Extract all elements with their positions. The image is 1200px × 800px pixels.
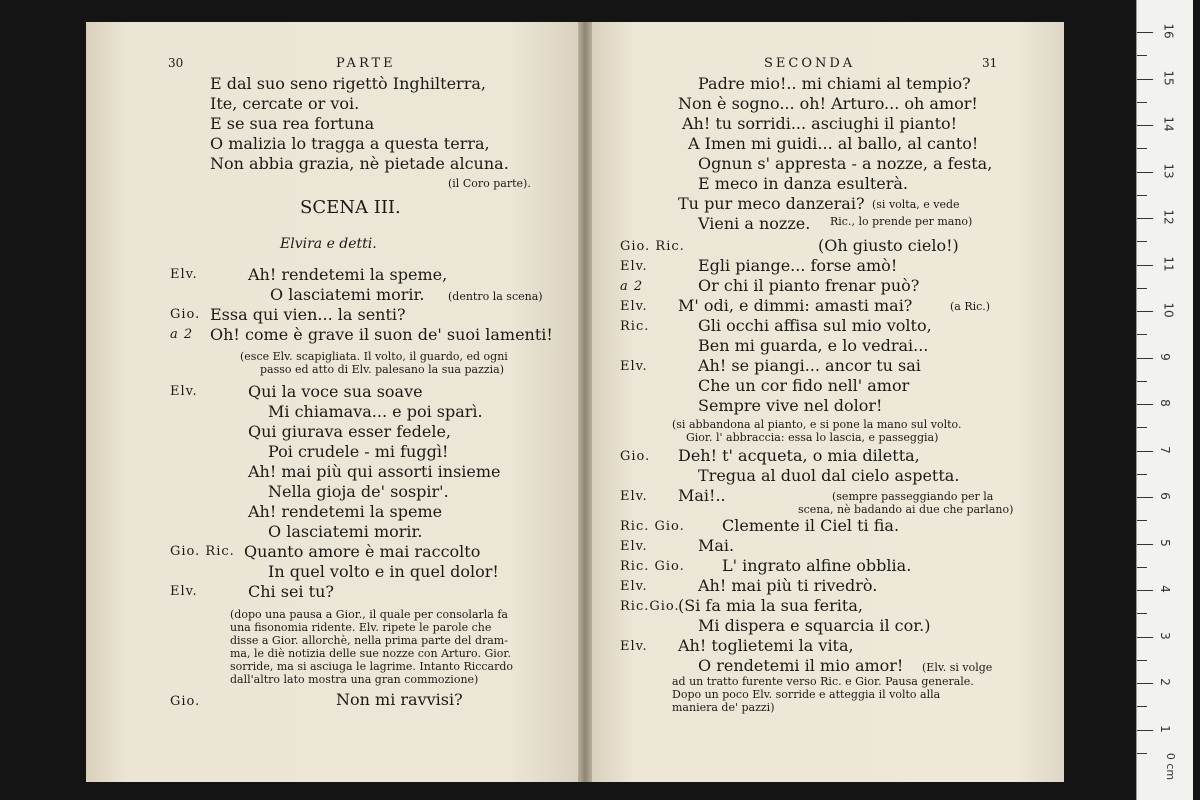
ruler-tick [1137,706,1147,707]
verse-line: E meco in danza esulterà. [698,174,909,193]
ruler-tick [1137,334,1147,335]
ruler-number: 15 [1161,69,1176,86]
ruler-number: 12 [1161,209,1176,225]
ruler-tick [1137,265,1153,266]
verse-line: Essa qui vien... la senti? [210,305,406,324]
speaker: Gio. [620,449,651,464]
stage-direction: (si abbandona al pianto, e si pone la mano sul volto. [672,418,962,431]
verse-line: Chi sei tu? [248,582,334,601]
speaker: a 2 [620,279,644,294]
stage-direction: Dopo un poco Elv. sorride e atteggia il volto alla [672,688,941,701]
ruler-tick [1137,241,1147,242]
book-gutter [578,22,592,782]
verse-line: (Oh giusto cielo!) [818,236,959,255]
verse-line: Padre mio!.. mi chiami al tempio? [698,74,971,93]
stage-direction: sorride, ma si asciuga le lagrime. Intanto Riccardo [230,660,514,673]
verse-line: Ite, cercate or voi. [210,94,360,113]
verse-line: Ah! rendetemi la speme, [248,265,448,284]
speaker: Gio. [170,307,201,322]
ruler-tick [1137,590,1153,591]
stage-direction: una fisonomia ridente. Elv. ripete le parole che [230,621,492,634]
ruler-tick [1137,32,1153,33]
verse-line: Sempre vive nel dolor! [698,396,883,415]
speaker: Elv. [620,579,648,594]
speaker: Ric. Gio. [620,559,685,574]
ruler-number: 16 [1161,23,1176,39]
ruler-number: 11 [1161,255,1176,272]
stage-direction: ad un tratto furente verso Ric. e Gior. Pausa generale. [672,675,974,688]
stage-direction: (sempre passeggiando per la [832,490,994,503]
left-page [86,22,584,782]
verse-line: A Imen mi guidi... al ballo, al canto! [688,134,979,153]
speaker: Elv. [170,384,198,399]
verse-line: O malizia lo tragga a questa terra, [210,134,490,153]
verse-line: Non è sogno... oh! Arturo... oh amor! [678,94,978,113]
verse-line: Non mi ravvisi? [336,690,463,709]
verse-line: Che un cor fido nell' amor [698,376,910,395]
verse-line: Ah! toglietemi la vita, [678,636,854,655]
ruler-tick [1137,381,1147,382]
ruler-tick [1137,125,1153,126]
ruler-number: 10 [1161,302,1176,318]
ruler-tick [1137,660,1147,661]
stage-direction: (Elv. si volge [922,661,993,674]
ruler-tick [1137,520,1147,521]
stage-direction: (dentro la scena) [448,290,543,303]
verse-line: Mi chiamava... e poi sparì. [268,402,483,421]
ruler-number: 8 [1157,399,1172,407]
verse-line: Ah! rendetemi la speme [248,502,443,521]
verse-line: O lasciatemi morir. [270,285,425,304]
verse-line: Ah! mai più ti rivedrò. [698,576,878,595]
speaker: Ric. [620,319,650,334]
ruler-tick [1137,613,1147,614]
verse-line: In quel volto e in quel dolor! [268,562,499,581]
right-page [586,22,1064,782]
ruler-tick [1137,358,1153,359]
ruler-tick [1137,148,1147,149]
speaker: Elv. [620,539,648,554]
verse-line: M' odi, e dimmi: amasti mai? [678,296,913,315]
ruler-tick [1137,474,1147,475]
stage-direction: (dopo una pausa a Gior., il quale per consolarla fa [230,608,508,621]
ruler-tick [1137,79,1153,80]
verse-line: E dal suo seno rigettò Inghilterra, [210,74,486,93]
stage-direction: maniera de' pazzi) [672,701,775,714]
ruler-tick [1137,427,1147,428]
ruler-number: 4 [1157,585,1172,593]
speaker: Gio. Ric. [170,544,235,559]
stage-direction: (esce Elv. scapigliata. Il volto, il guardo, ed ogni [240,350,508,363]
ruler-number: 9 [1157,352,1172,361]
speaker: a 2 [170,327,194,342]
verse-line: Gli occhi affisa sul mio volto, [698,316,932,335]
stage-direction: dall'altro lato mostra una gran commozione) [230,673,479,686]
verse-line: Ah! tu sorridi... asciughi il pianto! [682,114,958,133]
page-number: 30 [168,56,184,70]
speaker: Gio. [170,694,201,709]
verse-line: Tregua al duol dal cielo aspetta. [698,466,960,485]
verse-line: Ben mi guarda, e lo vedrai... [698,336,929,355]
speaker: Elv. [620,639,648,654]
verse-line: Clemente il Ciel ti fia. [722,516,900,535]
ruler-tick [1137,683,1153,684]
scene-cast: Elvira e detti. [280,236,377,252]
stage-direction: (si volta, e vede [872,198,960,211]
verse-line: Ah! mai più qui assorti insieme [248,462,501,481]
verse-line: E se sua rea fortuna [210,114,375,133]
running-head: PARTE [336,56,396,71]
scene-title: SCENA III. [300,197,401,218]
verse-line: Non abbia grazia, nè pietade alcuna. [210,154,509,173]
running-head: SECONDA [764,56,856,71]
verse-line: Quanto amore è mai raccolto [244,542,481,561]
stage-direction: disse a Gior. allorchè, nella prima parte del dram- [230,634,508,647]
ruler-number: 5 [1157,538,1172,547]
speaker: Elv. [170,267,198,282]
speaker: Ric.Gio. [620,599,680,614]
stage-direction: passo ed atto di Elv. palesano la sua pazzia) [260,363,505,376]
measuring-ruler [1136,0,1193,800]
verse-line: Poi crudele - mi fuggì! [268,442,449,461]
stage-direction: Gior. l' abbraccia: essa lo lascia, e passeggia) [686,431,939,444]
verse-line: Nella gioja de' sospir'. [268,482,449,501]
verse-line: Tu pur meco danzerai? [678,194,865,213]
ruler-tick [1137,730,1153,731]
verse-line: Deh! t' acqueta, o mia diletta, [678,446,920,465]
stage-direction: scena, nè badando ai due che parlano) [798,503,1014,516]
verse-line: L' ingrato alfine obblia. [722,556,912,575]
verse-line: O rendetemi il mio amor! [698,656,904,675]
ruler-tick [1137,753,1147,754]
verse-line: Mai. [698,536,735,555]
ruler-tick [1137,195,1147,196]
speaker: Gio. Ric. [620,239,685,254]
ruler-unit: 0 cm [1164,752,1178,781]
speaker: Elv. [620,359,648,374]
verse-line: Mai!.. [678,486,726,505]
stage-direction: (a Ric.) [950,300,991,313]
ruler-tick [1137,172,1153,173]
ruler-number: 1 [1157,724,1172,733]
ruler-tick [1137,497,1153,498]
verse-line: Ognun s' appresta - a nozze, a festa, [698,154,993,173]
verse-line: Qui giurava esser fedele, [248,422,452,441]
ruler-number: 7 [1157,445,1172,454]
ruler-tick [1137,544,1153,545]
verse-line: Mi dispera e squarcia il cor.) [698,616,931,635]
stage-direction: ma, le diè notizia delle sue nozze con Arturo. Gior. [230,647,511,660]
verse-line: O lasciatemi morir. [268,522,423,541]
ruler-tick [1137,404,1153,405]
ruler-number: 13 [1161,162,1176,179]
page-number: 31 [982,56,998,70]
speaker: Elv. [170,584,198,599]
ruler-tick [1137,311,1153,312]
verse-line: (Si fa mia la sua ferita, [678,596,863,615]
ruler-number: 6 [1157,492,1172,500]
verse-line: Egli piange... forse amò! [698,256,898,275]
verse-line: Qui la voce sua soave [248,382,423,401]
stage-direction: (il Coro parte). [448,177,531,190]
verse-line: Oh! come è grave il suon de' suoi lamenti! [210,325,553,344]
ruler-tick [1137,567,1147,568]
ruler-tick [1137,451,1153,452]
verse-line: Ah! se piangi... ancor tu sai [698,356,921,375]
ruler-tick [1137,55,1147,56]
verse-line: Vieni a nozze. [698,214,811,233]
speaker: Elv. [620,489,648,504]
ruler-tick [1137,218,1153,219]
ruler-tick [1137,102,1147,103]
speaker: Elv. [620,299,648,314]
ruler-number: 2 [1157,678,1172,686]
ruler-number: 3 [1157,631,1172,640]
ruler-tick [1137,288,1147,289]
ruler-number: 14 [1161,116,1176,132]
speaker: Ric. Gio. [620,519,685,534]
ruler-tick [1137,637,1153,638]
speaker: Elv. [620,259,648,274]
verse-line: Or chi il pianto frenar può? [698,276,920,295]
stage-direction: Ric., lo prende per mano) [830,215,973,228]
